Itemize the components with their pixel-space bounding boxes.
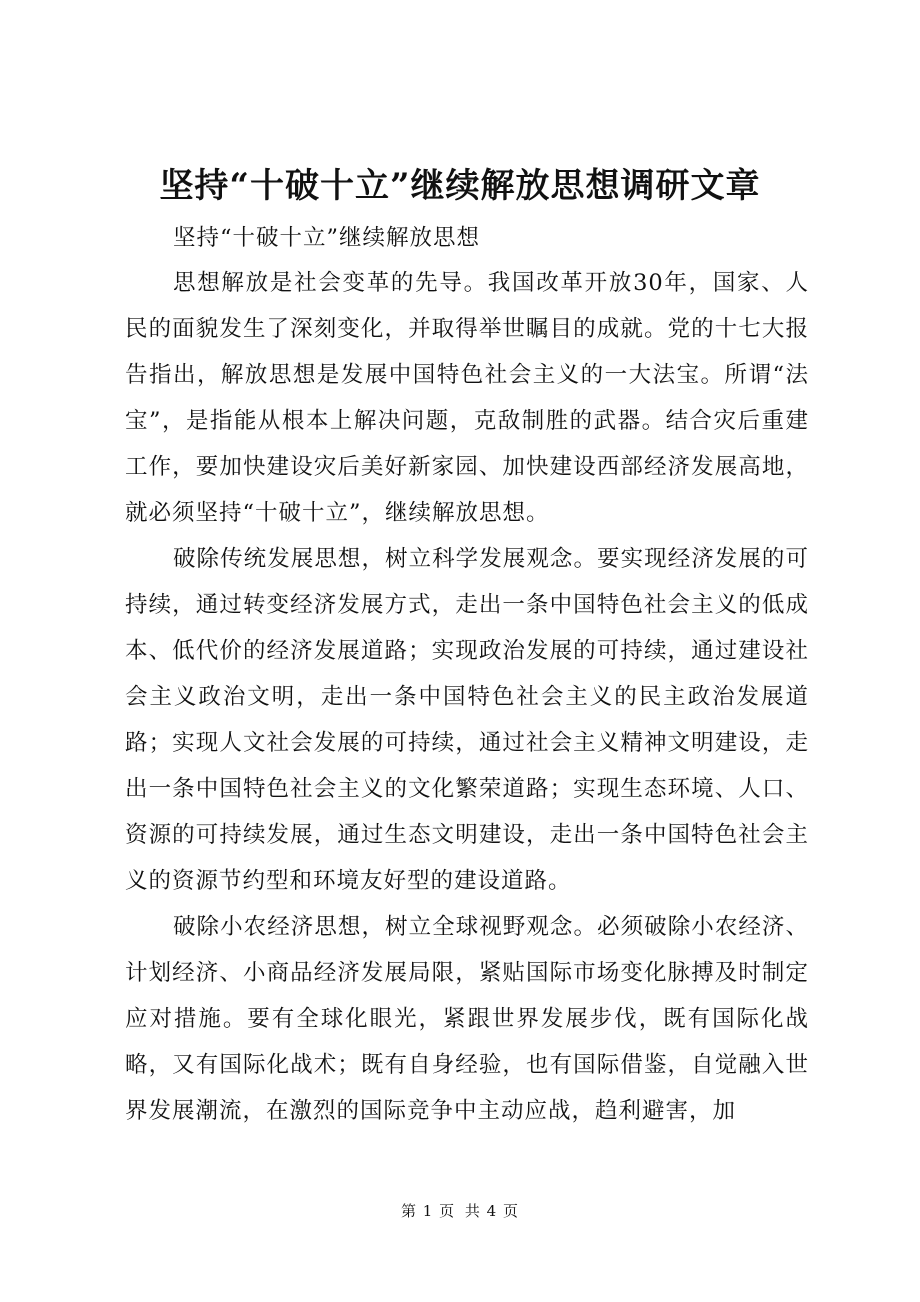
page-footer — [0, 1199, 920, 1223]
paragraph-2: 破除传统发展思想，树立科学发展观念。要实现经济发展的可持续，通过转变经济发展方式，走出一条中国特色社会主义的低成本、低代价的经济发展道路；实现政治发展的可持续，通过建设社会主义政治文明，走出一条中国特色社会主义的民主政治发展道路；实现人文社会发展的可持续，通过社会主义精神文明建设，走出一条中国特色社会主义的文化繁荣道路；实现生态环境、人口、资源的可持续发展，通过生态文明建设，走出一条中国特色社会主义的资源节约型和环境友好型的建设道路。 — [125, 546, 809, 894]
document-body — [125, 216, 809, 1134]
page-number: 第 1 页 — [401, 1202, 456, 1220]
paragraph-1: 思想解放是社会变革的先导。我国改革开放30年，国家、人民的面貌发生了深刻变化，并取得举世瞩目的成就。党的十七大报告指出，解放思想是发展中国特色社会主义的一大法宝。所谓“法宝”，是指能从根本上解决问题，克敌制胜的武器。结合灾后重建工作，要加快建设灾后美好新家园、加快建设西部经济发展高地，就必须坚持“十破十立”，继续解放思想。 — [125, 270, 809, 526]
paragraph-3: 破除小农经济思想，树立全球视野观念。必须破除小农经济、计划经济、小商品经济发展局限，紧贴国际市场变化脉搏及时制定应对措施。要有全球化眼光，紧跟世界发展步伐，既有国际化战略，又有国际化战术；既有自身经验，也有国际借鉴，自觉融入世界发展潮流，在激烈的国际竞争中主动应战，趋利避害，加 — [125, 914, 809, 1124]
document-title: 坚持“十破十立”继续解放思想调研文章 — [159, 166, 761, 206]
document-subtitle: 坚持“十破十立”继续解放思想 — [173, 225, 481, 251]
page-total: 共 4 页 — [464, 1202, 519, 1220]
